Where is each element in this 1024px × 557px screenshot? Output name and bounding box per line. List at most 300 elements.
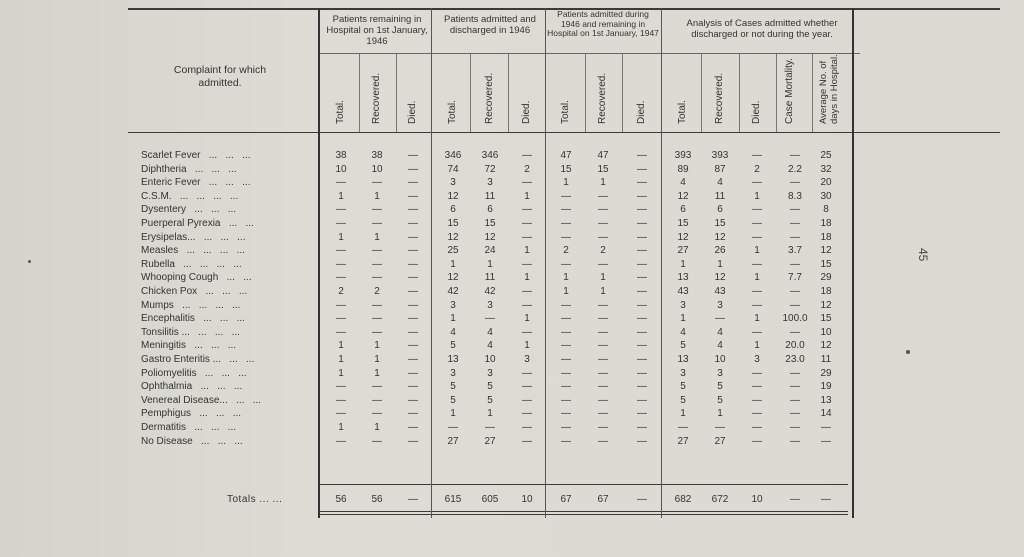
- table-cell: —: [752, 326, 762, 338]
- column-header: Total.: [447, 100, 458, 124]
- table-cell: —: [372, 435, 382, 447]
- table-cell: 2.2: [788, 163, 802, 175]
- table-cell: 5: [487, 394, 493, 406]
- table-cell: —: [485, 422, 495, 433]
- table-cell: 15: [484, 218, 496, 229]
- table-cell: —: [522, 258, 532, 270]
- table-cell: 12: [820, 299, 832, 311]
- table-cell: 1: [524, 245, 530, 257]
- table-cell: 1: [680, 313, 686, 325]
- table-cell: 1: [563, 286, 569, 297]
- table-cell: 12: [820, 245, 832, 257]
- table-cell: —: [408, 326, 418, 338]
- table-cell: 1: [338, 354, 344, 365]
- column-rule: [585, 54, 586, 132]
- table-cell: 27: [677, 245, 689, 257]
- table-cell: 2: [600, 245, 606, 257]
- table-cell: 6: [450, 204, 456, 216]
- table-cell: 10: [820, 326, 832, 338]
- row-complaint-name: Dermatitis ... ... ...: [141, 422, 237, 433]
- totals-cell: 615: [444, 494, 462, 505]
- row-complaint-name: No Disease ... ... ...: [141, 435, 243, 447]
- table-cell: —: [637, 218, 647, 229]
- table-cell: —: [336, 218, 346, 229]
- table-cell: 1: [524, 272, 530, 284]
- table-cell: 14: [820, 408, 832, 420]
- table-cell: —: [598, 354, 608, 365]
- column-rule: [776, 54, 777, 132]
- table-cell: 15: [677, 218, 689, 229]
- table-cell: —: [408, 435, 418, 447]
- table-cell: —: [408, 163, 418, 175]
- table-cell: 5: [717, 394, 723, 406]
- totals-cell: 672: [711, 494, 729, 505]
- table-cell: 4: [717, 340, 723, 352]
- row-complaint-name: Ophthalmia ... ... ...: [141, 381, 243, 393]
- row-complaint-name: Venereal Disease... ... ...: [141, 394, 262, 406]
- table-cell: 3: [487, 299, 493, 311]
- row-complaint-name: Chicken Pox ... ... ...: [141, 286, 248, 297]
- table-cell: —: [637, 190, 647, 202]
- totals-label: Totals ... ...: [227, 494, 283, 505]
- table-cell: 29: [820, 272, 832, 284]
- totals-cell: 10: [751, 494, 763, 505]
- group-header-admitted-discharged: Patients admitted and discharged in 1946: [444, 14, 536, 36]
- table-cell: 15: [597, 163, 609, 175]
- column-header: Recovered.: [597, 72, 608, 124]
- table-cell: —: [790, 381, 800, 393]
- table-cell: 1: [374, 367, 380, 379]
- group-header-admitted-remaining: Patients admitted during 1946 and remaining in Hospital on 1st January, 1947: [547, 9, 659, 38]
- table-cell: —: [336, 258, 346, 270]
- table-cell: —: [715, 422, 725, 433]
- table-cell: —: [561, 381, 571, 393]
- table-cell: 12: [714, 272, 726, 284]
- table-cell: —: [637, 286, 647, 297]
- table-cell: 1: [374, 354, 380, 365]
- table-cell: —: [372, 258, 382, 270]
- table-cell: 10: [714, 354, 726, 365]
- table-cell: 11: [484, 190, 496, 202]
- table-cell: —: [336, 435, 346, 447]
- table-cell: 7.7: [788, 272, 802, 284]
- table-cell: —: [336, 245, 346, 257]
- totals-cell: —: [637, 494, 647, 505]
- row-complaint-name: Mumps ... ... ... ...: [141, 299, 241, 311]
- table-cell: 20.0: [785, 340, 805, 352]
- totals-cell: 67: [560, 494, 572, 505]
- table-cell: 27: [677, 435, 689, 447]
- table-cell: 89: [677, 163, 689, 175]
- table-cell: 13: [677, 354, 689, 365]
- table-cell: —: [372, 313, 382, 325]
- table-cell: 19: [820, 381, 832, 393]
- table-cell: —: [752, 231, 762, 243]
- table-cell: 11: [714, 190, 726, 202]
- column-header: Died.: [636, 100, 647, 124]
- table-cell: 3: [680, 299, 686, 311]
- table-cell: 1: [754, 313, 760, 325]
- row-complaint-name: Enteric Fever ... ... ...: [141, 177, 251, 189]
- row-complaint-name: Dysentery ... ... ...: [141, 204, 237, 216]
- table-cell: —: [408, 313, 418, 325]
- table-cell: 3: [717, 299, 723, 311]
- row-complaint-name: C.S.M. ... ... ... ...: [141, 190, 239, 202]
- totals-cell: 10: [521, 494, 533, 505]
- bottom-rule-1: [318, 511, 848, 512]
- table-cell: —: [752, 299, 762, 311]
- table-cell: —: [637, 422, 647, 433]
- table-cell: —: [408, 394, 418, 406]
- table-cell: 346: [481, 150, 499, 161]
- table-cell: —: [752, 258, 762, 270]
- table-cell: 1: [524, 190, 530, 202]
- totals-cell: —: [821, 494, 831, 505]
- table-cell: 12: [484, 231, 496, 243]
- table-cell: 4: [487, 340, 493, 352]
- table-cell: —: [561, 354, 571, 365]
- totals-top-rule: [318, 484, 848, 485]
- table-cell: —: [790, 408, 800, 420]
- table-cell: 6: [487, 204, 493, 216]
- table-cell: —: [637, 272, 647, 284]
- table-cell: 23.0: [785, 354, 805, 365]
- table-cell: 3: [524, 354, 530, 365]
- table-cell: 2: [524, 163, 530, 175]
- table-cell: 3.7: [788, 245, 802, 257]
- table-cell: —: [522, 177, 532, 189]
- table-cell: —: [598, 231, 608, 243]
- table-cell: —: [598, 381, 608, 393]
- table-cell: —: [372, 204, 382, 216]
- table-cell: 5: [450, 381, 456, 393]
- table-cell: —: [790, 258, 800, 270]
- table-cell: —: [790, 218, 800, 229]
- table-cell: 12: [714, 231, 726, 243]
- table-cell: —: [637, 435, 647, 447]
- table-cell: 3: [450, 367, 456, 379]
- table-cell: —: [372, 299, 382, 311]
- table-cell: 43: [677, 286, 689, 297]
- table-cell: 1: [600, 286, 606, 297]
- row-complaint-name: Poliomyelitis ... ... ...: [141, 367, 247, 379]
- table-cell: 1: [563, 272, 569, 284]
- table-cell: —: [598, 394, 608, 406]
- group-rule: [852, 8, 854, 518]
- table-cell: 100.0: [782, 313, 808, 325]
- table-cell: —: [522, 218, 532, 229]
- table-cell: 1: [450, 258, 456, 270]
- table-cell: —: [637, 245, 647, 257]
- table-cell: 2: [374, 286, 380, 297]
- table-cell: —: [336, 326, 346, 338]
- table-cell: 32: [820, 163, 832, 175]
- table-cell: —: [637, 177, 647, 189]
- table-cell: 15: [447, 218, 459, 229]
- table-cell: 1: [450, 408, 456, 420]
- table-cell: —: [408, 340, 418, 352]
- table-cell: 74: [447, 163, 459, 175]
- column-rule: [508, 54, 509, 132]
- table-cell: —: [408, 177, 418, 189]
- table-cell: —: [637, 381, 647, 393]
- table-cell: 1: [680, 258, 686, 270]
- table-cell: —: [821, 422, 831, 433]
- bottom-rule-2: [318, 514, 848, 515]
- table-cell: 15: [560, 163, 572, 175]
- row-complaint-name: Scarlet Fever ... ... ...: [141, 150, 251, 161]
- table-cell: —: [637, 150, 647, 161]
- table-cell: 5: [487, 381, 493, 393]
- table-cell: —: [637, 326, 647, 338]
- table-cell: —: [408, 422, 418, 433]
- column-rule: [622, 54, 623, 132]
- table-cell: —: [561, 313, 571, 325]
- table-cell: 3: [717, 367, 723, 379]
- table-cell: —: [790, 394, 800, 406]
- table-cell: —: [637, 163, 647, 175]
- table-cell: —: [372, 177, 382, 189]
- table-cell: —: [561, 190, 571, 202]
- table-cell: —: [408, 190, 418, 202]
- column-header: Total.: [560, 100, 571, 124]
- table-cell: —: [598, 340, 608, 352]
- table-cell: 8: [823, 204, 829, 216]
- table-cell: —: [408, 218, 418, 229]
- table-cell: 4: [717, 177, 723, 189]
- table-cell: 10: [335, 163, 347, 175]
- table-cell: —: [598, 218, 608, 229]
- table-cell: —: [336, 204, 346, 216]
- table-cell: —: [598, 313, 608, 325]
- table-cell: —: [372, 272, 382, 284]
- table-cell: 4: [487, 326, 493, 338]
- table-cell: 1: [754, 190, 760, 202]
- table-cell: —: [598, 258, 608, 270]
- table-cell: —: [522, 150, 532, 161]
- table-cell: 42: [484, 286, 496, 297]
- table-cell: —: [598, 204, 608, 216]
- table-cell: —: [790, 435, 800, 447]
- table-cell: —: [561, 408, 571, 420]
- table-cell: —: [372, 381, 382, 393]
- table-cell: —: [408, 299, 418, 311]
- table-cell: —: [522, 326, 532, 338]
- table-cell: —: [336, 408, 346, 420]
- table-cell: —: [522, 435, 532, 447]
- table-cell: 4: [450, 326, 456, 338]
- table-cell: 1: [450, 313, 456, 325]
- table-cell: —: [561, 231, 571, 243]
- table-cell: 1: [374, 340, 380, 352]
- page-number: 45: [916, 248, 930, 262]
- table-cell: 15: [714, 218, 726, 229]
- table-cell: 27: [714, 435, 726, 447]
- table-cell: —: [408, 258, 418, 270]
- table-cell: 393: [711, 150, 729, 161]
- table-cell: 12: [677, 231, 689, 243]
- table-cell: 1: [717, 408, 723, 420]
- table-cell: —: [752, 204, 762, 216]
- header-bottom-rule: [128, 132, 1000, 133]
- totals-cell: —: [408, 494, 418, 505]
- table-cell: —: [752, 150, 762, 161]
- table-cell: —: [485, 313, 495, 325]
- table-cell: —: [522, 231, 532, 243]
- column-header: Total.: [677, 100, 688, 124]
- table-cell: 3: [754, 354, 760, 365]
- table-cell: —: [598, 367, 608, 379]
- table-cell: —: [522, 381, 532, 393]
- table-cell: 6: [680, 204, 686, 216]
- row-complaint-name: Puerperal Pyrexia ... ...: [141, 218, 254, 229]
- table-cell: 24: [484, 245, 496, 257]
- column-rule: [470, 54, 471, 132]
- table-cell: 27: [447, 435, 459, 447]
- table-cell: 25: [820, 150, 832, 161]
- table-cell: —: [561, 422, 571, 433]
- table-cell: —: [637, 394, 647, 406]
- table-cell: 1: [338, 190, 344, 202]
- table-cell: —: [752, 381, 762, 393]
- table-cell: 1: [374, 422, 380, 433]
- table-cell: 13: [447, 354, 459, 365]
- table-cell: 393: [674, 150, 692, 161]
- table-cell: 18: [820, 286, 832, 297]
- table-cell: —: [598, 422, 608, 433]
- table-cell: 1: [600, 272, 606, 284]
- column-rule: [739, 54, 740, 132]
- table-cell: —: [336, 381, 346, 393]
- table-cell: 1: [680, 408, 686, 420]
- table-cell: 1: [338, 422, 344, 433]
- table-cell: 1: [487, 408, 493, 420]
- row-complaint-name: Pemphigus ... ... ...: [141, 408, 242, 420]
- table-cell: 1: [754, 245, 760, 257]
- table-cell: 5: [680, 340, 686, 352]
- table-cell: —: [715, 313, 725, 325]
- column-header: Died.: [521, 100, 532, 124]
- table-cell: 3: [450, 177, 456, 189]
- table-cell: 5: [450, 394, 456, 406]
- table-cell: 1: [754, 272, 760, 284]
- table-cell: —: [372, 326, 382, 338]
- row-complaint-name: Gastro Enteritis ... ... ...: [141, 354, 255, 365]
- table-cell: 87: [714, 163, 726, 175]
- table-cell: 5: [450, 340, 456, 352]
- table-cell: 1: [338, 231, 344, 243]
- table-cell: —: [522, 204, 532, 216]
- table-cell: —: [408, 381, 418, 393]
- table-cell: —: [522, 286, 532, 297]
- column-header: Recovered.: [714, 72, 725, 124]
- column-rule: [812, 54, 813, 132]
- table-cell: —: [372, 394, 382, 406]
- table-cell: 29: [820, 367, 832, 379]
- table-cell: —: [598, 299, 608, 311]
- table-cell: —: [752, 394, 762, 406]
- row-complaint-name: Rubella ... ... ... ...: [141, 258, 242, 270]
- table-cell: 20: [820, 177, 832, 189]
- column-rule: [396, 54, 397, 132]
- column-header: Case Mortality.: [784, 58, 795, 124]
- table-cell: 2: [563, 245, 569, 257]
- table-cell: 15: [820, 258, 832, 270]
- table-cell: —: [790, 231, 800, 243]
- column-header: Died.: [751, 100, 762, 124]
- table-cell: 11: [820, 354, 832, 365]
- table-cell: 72: [484, 163, 496, 175]
- table-cell: 1: [487, 258, 493, 270]
- table-cell: 13: [820, 394, 832, 406]
- row-complaint-name: Encephalitis ... ... ...: [141, 313, 245, 325]
- totals-cell: 56: [335, 494, 347, 505]
- row-complaint-name: Meningitis ... ... ...: [141, 340, 237, 352]
- table-cell: 2: [338, 286, 344, 297]
- table-cell: —: [790, 204, 800, 216]
- table-cell: —: [408, 286, 418, 297]
- table-cell: 43: [714, 286, 726, 297]
- table-cell: —: [408, 204, 418, 216]
- table-cell: 1: [600, 177, 606, 189]
- table-cell: —: [336, 313, 346, 325]
- table-cell: 10: [484, 354, 496, 365]
- table-cell: —: [598, 435, 608, 447]
- table-cell: —: [752, 367, 762, 379]
- table-cell: —: [752, 408, 762, 420]
- table-cell: 2: [754, 163, 760, 175]
- column-header: Total.: [335, 100, 346, 124]
- table-cell: 1: [338, 367, 344, 379]
- table-cell: —: [752, 286, 762, 297]
- table-cell: 5: [680, 394, 686, 406]
- table-cell: 1: [374, 190, 380, 202]
- margin-dot-2: [28, 260, 31, 263]
- table-cell: 15: [820, 313, 832, 325]
- margin-dot: [906, 350, 910, 354]
- table-cell: —: [637, 299, 647, 311]
- table-cell: —: [790, 326, 800, 338]
- row-complaint-name: Whooping Cough ... ...: [141, 272, 252, 284]
- table-cell: —: [336, 394, 346, 406]
- table-cell: —: [598, 326, 608, 338]
- row-complaint-name: Erysipelas... ... ... ...: [141, 231, 246, 243]
- group-underline: [320, 53, 860, 54]
- table-cell: 25: [447, 245, 459, 257]
- row-complaint-name: Diphtheria ... ... ...: [141, 163, 237, 175]
- table-cell: —: [790, 286, 800, 297]
- table-cell: —: [561, 435, 571, 447]
- column-header: Died.: [407, 100, 418, 124]
- column-rule: [359, 54, 360, 132]
- table-cell: —: [408, 272, 418, 284]
- table-cell: 42: [447, 286, 459, 297]
- table-cell: —: [448, 422, 458, 433]
- table-cell: 18: [820, 218, 832, 229]
- table-cell: —: [408, 245, 418, 257]
- table-cell: 1: [524, 313, 530, 325]
- table-cell: 3: [487, 177, 493, 189]
- table-cell: 5: [680, 381, 686, 393]
- table-cell: —: [752, 435, 762, 447]
- table-cell: —: [598, 190, 608, 202]
- table-cell: —: [752, 177, 762, 189]
- table-cell: —: [408, 231, 418, 243]
- table-cell: —: [637, 340, 647, 352]
- table-cell: 47: [597, 150, 609, 161]
- table-cell: 1: [563, 177, 569, 189]
- table-cell: —: [336, 177, 346, 189]
